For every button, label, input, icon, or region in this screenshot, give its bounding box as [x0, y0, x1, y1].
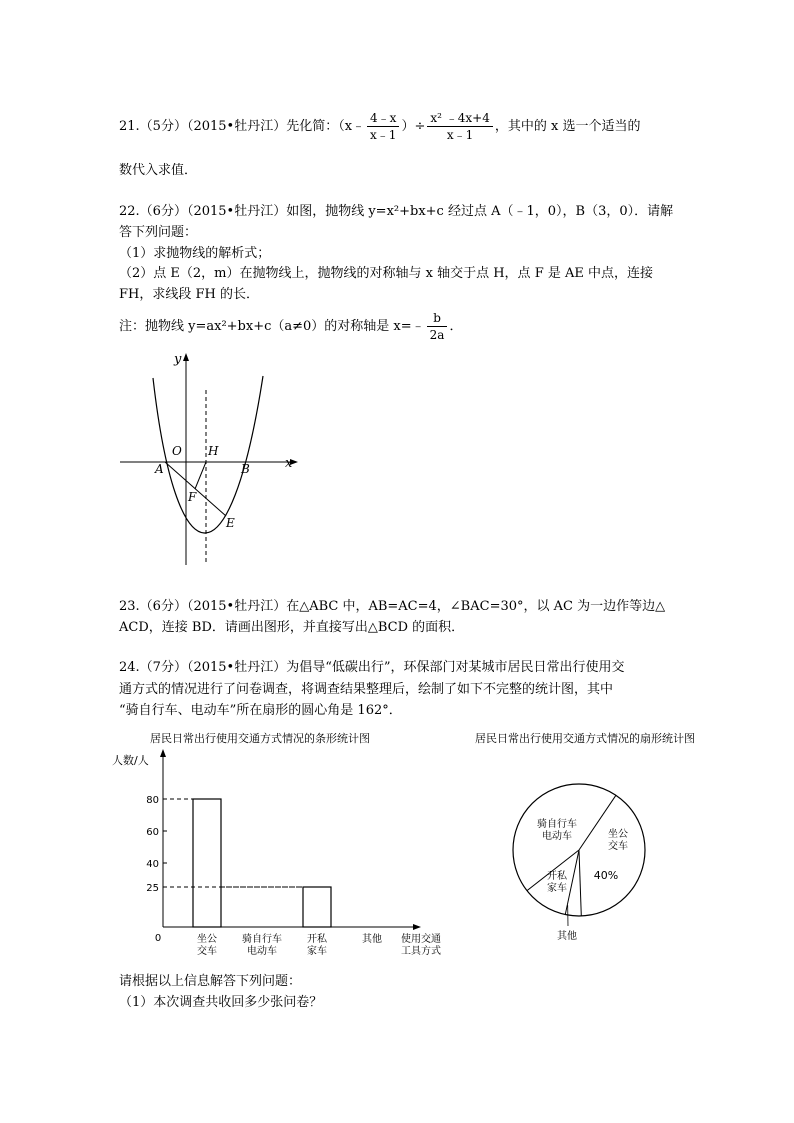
q21-line1 [119, 110, 640, 143]
bar-chart-xlabel: 工具方式 [401, 946, 441, 957]
bar-chart-xlabel: 使用交通 [401, 934, 441, 945]
label-f: F [188, 490, 197, 504]
q21-line2: 数代入求值． [119, 163, 198, 178]
q22-line5: FH，求线段 FH 的长． [119, 287, 259, 302]
pie-label-car: 家车 [547, 883, 567, 894]
bar-chart-title: 居民日常出行使用交通方式情况的条形统计图 [150, 732, 370, 745]
pie-chart-title: 居民日常出行使用交通方式情况的扇形统计图 [475, 732, 695, 745]
bar-chart-category-label: 交车 [197, 946, 217, 957]
bar-chart-ytick-label: 0 [154, 933, 162, 944]
q22-note-prefix: 注：抛物线 y=ax²+bx+c（a≠0）的对称轴是 x=﹣ [119, 319, 425, 334]
bar-chart-y-arrow [160, 749, 166, 757]
pie-label-bus: 交车 [608, 841, 628, 852]
q21-fraction-1 [367, 110, 399, 143]
pie-label-bus-percent: 40% [593, 869, 619, 882]
bar-chart-category-label: 骑自行车 [242, 934, 282, 945]
q21-mid: ）÷ [401, 119, 426, 134]
label-o: O [172, 444, 182, 458]
q24-line3: “骑自行车、电动车”所在扇形的圆心角是 162°． [119, 703, 402, 718]
q22-line1: 22.（6分）（2015•牡丹江）如图，抛物线 y=x²+bx+c 经过点 A（﹣1，0），B（3，0）．请解 [119, 204, 674, 219]
q24-line1: 24.（7分）（2015•牡丹江）为倡导“低碳出行”，环保部门对某城市居民日常出行使用交 [119, 660, 625, 675]
bar-0 [193, 799, 221, 927]
bar-chart-category-label: 其他 [362, 934, 382, 945]
q22-line4: （2）点 E（2，m）在抛物线上，抛物线的对称轴与 x 轴交于点 H，点 F 是 AE 中点，连接 [119, 266, 653, 281]
q21-frac2-denominator: x﹣1 [446, 128, 474, 142]
pie-chart [445, 727, 735, 952]
pie-label-car: 开私 [547, 871, 567, 882]
q21-frac1-denominator: x﹣1 [370, 128, 397, 142]
q24-line2: 通方式的情况进行了问卷调查，将调查结果整理后，绘制了如下不完整的统计图，其中 [119, 682, 614, 697]
bar-chart-ylabel: 人数/人 [112, 754, 149, 767]
parabola-figure [110, 345, 310, 570]
bar-chart-ytick-label: 25 [146, 883, 159, 894]
bar-2 [303, 887, 331, 927]
bar-chart-ytick-label: 80 [146, 795, 159, 806]
q21-fraction-2 [427, 110, 493, 143]
q21-suffix: ，其中的 x 选一个适当的 [494, 119, 641, 134]
bar-chart-category-label: 电动车 [247, 946, 277, 957]
pie-label-bus: 坐公 [608, 829, 628, 840]
q22-note-suffix: ． [449, 319, 463, 334]
q24-after2: （1）本次调查共收回多少张问卷？ [119, 995, 323, 1010]
bar-chart-x-arrow [413, 924, 421, 930]
label-e: E [226, 516, 235, 530]
q22-note-numerator: b [427, 310, 448, 327]
q24-after1: 请根据以上信息解答下列问题： [119, 974, 302, 989]
q22-note [119, 310, 462, 343]
q21-prefix: 21.（5分）（2015•牡丹江）先化简：（x﹣ [119, 119, 366, 134]
bar-chart-ytick-label: 60 [146, 827, 159, 838]
q22-line2: 答下列问题： [119, 225, 198, 240]
q23-line1: 23.（6分）（2015•牡丹江）在△ABC 中，AB=AC=4，∠BAC=30°，以 AC 为一边作等边△ [119, 599, 666, 614]
q23-line2: ACD，连接 BD．请画出图形，并直接写出△BCD 的面积． [119, 620, 465, 635]
q22-note-denominator: 2a [429, 328, 445, 342]
q21-frac2-numerator: x² ﹣4x+4 [427, 110, 493, 127]
q22-note-fraction [427, 310, 448, 343]
bar-chart-ytick-label: 40 [146, 859, 159, 870]
y-axis-arrow [183, 353, 189, 361]
bar-chart [110, 727, 450, 967]
bar-chart-category-label: 坐公 [197, 934, 217, 945]
bar-chart-category-label: 家车 [307, 946, 327, 957]
q21-frac1-numerator: 4﹣x [367, 110, 399, 127]
label-h: H [208, 444, 219, 458]
label-x: x [285, 456, 293, 471]
segment-fh [195, 462, 206, 489]
q22-line3: （1）求抛物线的解析式； [119, 246, 271, 261]
bar-chart-category-label: 开私 [307, 934, 327, 945]
label-y: y [174, 352, 182, 367]
pie-label-other: 其他 [557, 931, 577, 942]
pie-label-bike: 骑自行车 [537, 819, 577, 830]
pie-label-bike: 电动车 [542, 831, 572, 842]
label-a: A [155, 462, 164, 476]
label-b: B [241, 462, 250, 476]
